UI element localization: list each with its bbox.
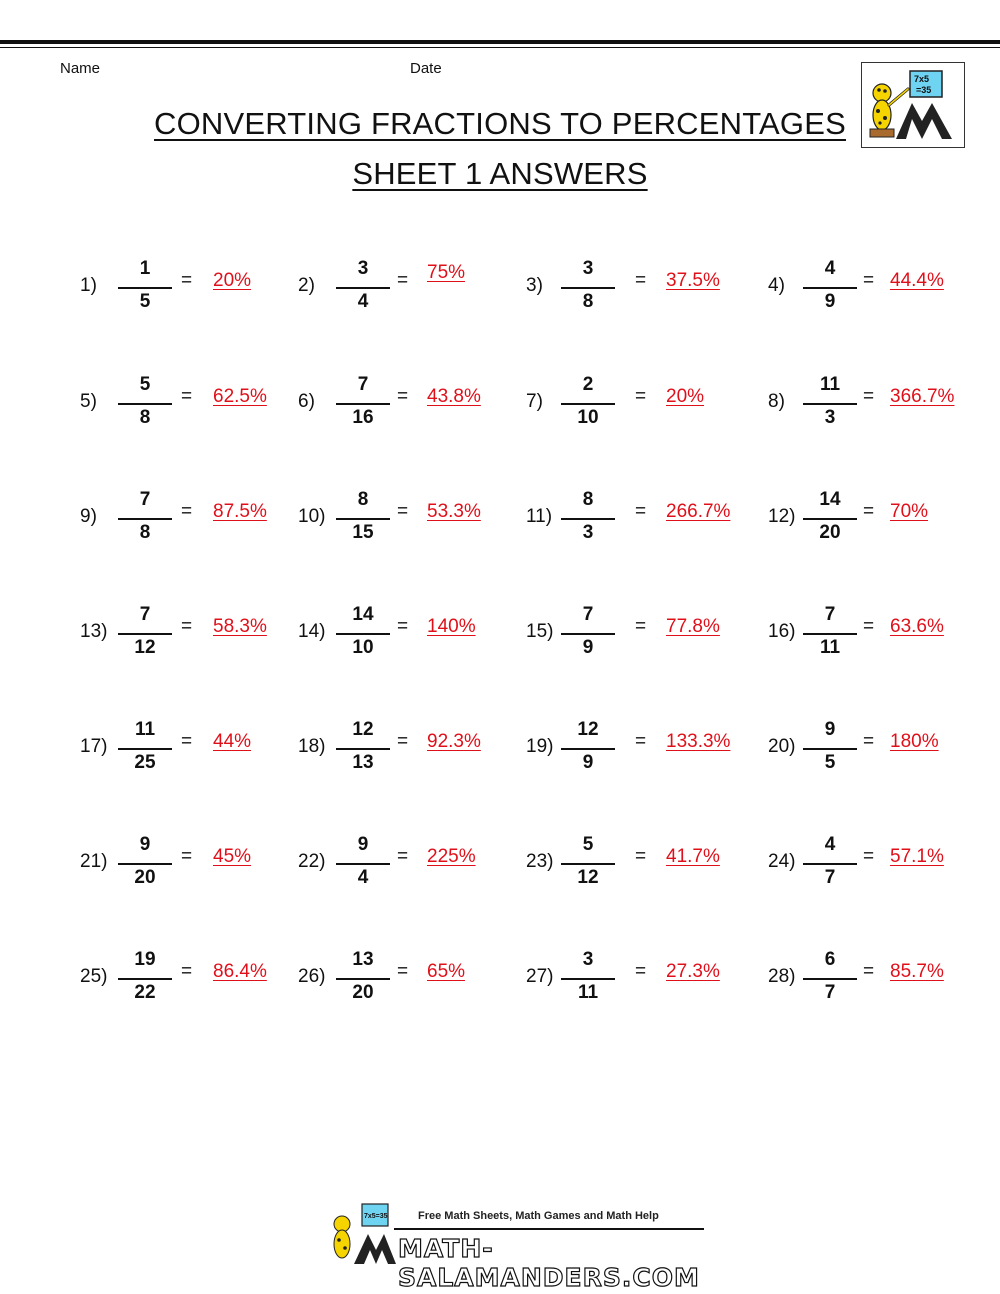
numerator: 4: [824, 834, 836, 855]
problem-item: [0, 258, 1000, 318]
footer-site-name: MATH-SALAMANDERS.COM: [398, 1234, 700, 1292]
problem-number: 9): [80, 506, 97, 527]
fraction: [803, 374, 857, 434]
numerator: 8: [357, 489, 369, 510]
denominator: 11: [819, 637, 841, 658]
problem-number: 14): [298, 621, 326, 642]
answer-percent: 20%: [213, 270, 252, 291]
equals-sign: =: [635, 846, 647, 867]
answer-percent: 86.4%: [213, 961, 267, 982]
equals-sign: =: [635, 961, 647, 982]
numerator: 5: [582, 834, 594, 855]
equals-sign: =: [397, 731, 409, 752]
numerator: 7: [824, 604, 836, 625]
answer-percent: 266.7%: [666, 501, 731, 522]
answer-percent: 366.7%: [890, 386, 955, 407]
fraction-bar: [803, 748, 857, 750]
problem-item: [0, 489, 1000, 549]
answer-percent: 45%: [213, 846, 252, 867]
numerator: 14: [819, 489, 841, 510]
denominator: 20: [352, 982, 374, 1003]
fraction-bar: [803, 287, 857, 289]
answer-percent: 53.3%: [427, 501, 481, 522]
denominator: 9: [582, 752, 594, 773]
numerator: 4: [824, 258, 836, 279]
page-title: CONVERTING FRACTIONS TO PERCENTAGES: [154, 106, 846, 141]
answer-percent: 37.5%: [666, 270, 720, 291]
equals-sign: =: [863, 501, 875, 522]
answer-percent: 133.3%: [666, 731, 731, 752]
problem-number: 10): [298, 506, 326, 527]
equals-sign: =: [863, 386, 875, 407]
denominator: 15: [352, 522, 374, 543]
problem-number: 23): [526, 851, 554, 872]
problem-number: 18): [298, 736, 326, 757]
top-rule-thick: [0, 40, 1000, 44]
equals-sign: =: [181, 501, 193, 522]
numerator: 7: [582, 604, 594, 625]
numerator: 19: [134, 949, 156, 970]
answer-percent: 65%: [427, 961, 466, 982]
denominator: 11: [577, 982, 599, 1003]
date-label: Date: [410, 60, 442, 77]
answer-percent: 225%: [427, 846, 476, 867]
equals-sign: =: [397, 386, 409, 407]
numerator: 2: [582, 374, 594, 395]
problem-number: 2): [298, 275, 315, 296]
equals-sign: =: [181, 616, 193, 637]
problem-number: 3): [526, 275, 543, 296]
top-rule-thin: [0, 47, 1000, 48]
denominator: 25: [134, 752, 156, 773]
numerator: 9: [824, 719, 836, 740]
fraction: [803, 604, 857, 664]
fraction: [803, 834, 857, 894]
name-label: Name: [60, 60, 101, 77]
problem-number: 17): [80, 736, 108, 757]
problem-number: 27): [526, 966, 554, 987]
fraction: [803, 489, 857, 549]
footer-brand: [324, 1198, 714, 1292]
numerator: 3: [357, 258, 369, 279]
equals-sign: =: [397, 961, 409, 982]
denominator: 4: [357, 291, 369, 312]
equals-sign: =: [181, 846, 193, 867]
answer-percent: 58.3%: [213, 616, 267, 637]
problem-number: 8): [768, 391, 785, 412]
equals-sign: =: [863, 731, 875, 752]
problem-number: 15): [526, 621, 554, 642]
numerator: 12: [352, 719, 374, 740]
denominator: 3: [582, 522, 594, 543]
answer-percent: 63.6%: [890, 616, 944, 637]
denominator: 8: [139, 522, 151, 543]
answer-percent: 92.3%: [427, 731, 481, 752]
problem-number: 24): [768, 851, 796, 872]
denominator: 9: [824, 291, 836, 312]
footer-tagline: Free Math Sheets, Math Games and Math Help: [418, 1210, 659, 1222]
denominator: 10: [352, 637, 374, 658]
problem-number: 4): [768, 275, 785, 296]
denominator: 8: [582, 291, 594, 312]
denominator: 5: [139, 291, 151, 312]
equals-sign: =: [635, 270, 647, 291]
equals-sign: =: [635, 731, 647, 752]
denominator: 13: [352, 752, 374, 773]
numerator: 9: [357, 834, 369, 855]
equals-sign: =: [635, 501, 647, 522]
problem-number: 16): [768, 621, 796, 642]
problem-number: 20): [768, 736, 796, 757]
fraction-bar: [803, 403, 857, 405]
denominator: 20: [134, 867, 156, 888]
denominator: 7: [824, 867, 836, 888]
numerator: 3: [582, 258, 594, 279]
denominator: 20: [819, 522, 841, 543]
equals-sign: =: [863, 616, 875, 637]
problem-item: [0, 719, 1000, 779]
problem-number: 12): [768, 506, 796, 527]
footer-logo-text: 7x5=35: [364, 1213, 388, 1220]
equals-sign: =: [863, 270, 875, 291]
numerator: 7: [357, 374, 369, 395]
numerator: 11: [134, 719, 156, 740]
problem-number: 7): [526, 391, 543, 412]
problem-number: 1): [80, 275, 97, 296]
numerator: 12: [577, 719, 599, 740]
denominator: 9: [582, 637, 594, 658]
numerator: 3: [582, 949, 594, 970]
problem-item: [0, 374, 1000, 434]
page-subtitle: SHEET 1 ANSWERS: [352, 156, 648, 191]
numerator: 5: [139, 374, 151, 395]
problem-number: 25): [80, 966, 108, 987]
denominator: 4: [357, 867, 369, 888]
logo-board-text-bottom: =35: [916, 85, 932, 95]
equals-sign: =: [635, 386, 647, 407]
answer-percent: 43.8%: [427, 386, 481, 407]
denominator: 10: [577, 407, 599, 428]
denominator: 22: [134, 982, 156, 1003]
problem-number: 13): [80, 621, 108, 642]
denominator: 5: [824, 752, 836, 773]
answer-percent: 140%: [427, 616, 476, 637]
numerator: 13: [352, 949, 374, 970]
logo-board-text-top: 7x5: [914, 74, 930, 84]
equals-sign: =: [635, 616, 647, 637]
problem-number: 22): [298, 851, 326, 872]
denominator: 8: [139, 407, 151, 428]
numerator: 6: [824, 949, 836, 970]
equals-sign: =: [181, 731, 193, 752]
problem-number: 26): [298, 966, 326, 987]
footer-divider: [394, 1228, 704, 1230]
answer-percent: 70%: [890, 501, 929, 522]
equals-sign: =: [397, 270, 409, 291]
answer-percent: 44%: [213, 731, 252, 752]
answer-percent: 41.7%: [666, 846, 720, 867]
equals-sign: =: [397, 846, 409, 867]
problem-item: [0, 834, 1000, 894]
equals-sign: =: [397, 501, 409, 522]
equals-sign: =: [181, 961, 193, 982]
denominator: 7: [824, 982, 836, 1003]
problem-number: 5): [80, 391, 97, 412]
equals-sign: =: [181, 270, 193, 291]
answer-percent: 87.5%: [213, 501, 267, 522]
answer-percent: 180%: [890, 731, 939, 752]
equals-sign: =: [863, 846, 875, 867]
problem-item: [0, 604, 1000, 664]
numerator: 11: [819, 374, 841, 395]
denominator: 3: [824, 407, 836, 428]
problem-number: 21): [80, 851, 108, 872]
answer-percent: 57.1%: [890, 846, 944, 867]
numerator: 7: [139, 604, 151, 625]
answer-percent: 85.7%: [890, 961, 944, 982]
answer-percent: 44.4%: [890, 270, 944, 291]
answer-percent: 75%: [427, 262, 466, 283]
fraction: [803, 949, 857, 1009]
answer-percent: 62.5%: [213, 386, 267, 407]
numerator: 1: [139, 258, 151, 279]
answer-percent: 20%: [666, 386, 705, 407]
fraction-bar: [803, 863, 857, 865]
problem-number: 28): [768, 966, 796, 987]
salamander-logo: [861, 62, 965, 148]
numerator: 7: [139, 489, 151, 510]
footer-salamander-icon: [324, 1198, 396, 1268]
denominator: 16: [352, 407, 374, 428]
problem-number: 11): [526, 506, 553, 527]
equals-sign: =: [397, 616, 409, 637]
numerator: 9: [139, 834, 151, 855]
problem-number: 6): [298, 391, 315, 412]
denominator: 12: [577, 867, 599, 888]
answer-percent: 77.8%: [666, 616, 720, 637]
fraction-bar: [803, 518, 857, 520]
fraction-bar: [803, 978, 857, 980]
fraction-bar: [803, 633, 857, 635]
problem-item: [0, 949, 1000, 1009]
equals-sign: =: [863, 961, 875, 982]
numerator: 14: [352, 604, 374, 625]
numerator: 8: [582, 489, 594, 510]
denominator: 12: [134, 637, 156, 658]
answer-percent: 27.3%: [666, 961, 720, 982]
fraction: [803, 719, 857, 779]
problem-number: 19): [526, 736, 554, 757]
fraction: [803, 258, 857, 318]
equals-sign: =: [181, 386, 193, 407]
